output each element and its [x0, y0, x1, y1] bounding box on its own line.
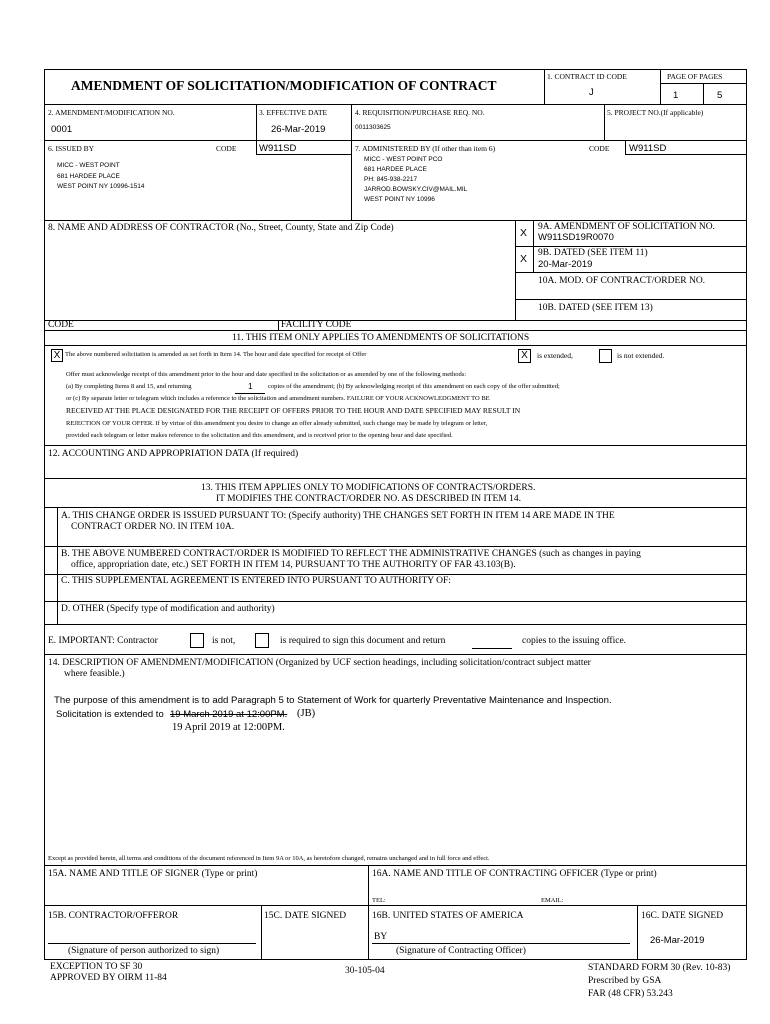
accounting-label: 12. ACCOUNTING AND APPROPRIATION DATA (If required): [48, 449, 299, 459]
check-11-amended[interactable]: X: [51, 349, 63, 362]
contractor-signature-label: (Signature of person authorized to sign): [68, 946, 220, 956]
issued-by-code-label: CODE: [216, 144, 237, 153]
copies-label: copies to the issuing office.: [522, 636, 627, 646]
form-title: AMENDMENT OF SOLICITATION/MODIFICATION OF CONTRACT: [71, 78, 497, 93]
check-is-required[interactable]: [255, 633, 269, 648]
item-11-para-2a: (a) By completing Items 8 and 15, and returning: [66, 383, 192, 390]
officer-signature-label: (Signature of Contracting Officer): [396, 946, 526, 956]
item-13b-line-1: B. THE ABOVE NUMBERED CONTRACT/ORDER IS MODIFIED TO REFLECT THE ADMINISTRATIVE CHANGES (such as changes in paying: [61, 549, 641, 559]
item-11-para-4: RECEIVED AT THE PLACE DESIGNATED FOR THE RECEIPT OF OFFERS PRIOR TO THE HOUR AND DATE SPECIFIED MAY RESULT IN: [66, 406, 521, 415]
not-extended-label: is not extended.: [617, 351, 665, 360]
code-label: CODE: [48, 320, 74, 330]
contractor-offeror-label: 15B. CONTRACTOR/OFFEROR: [48, 911, 179, 921]
footer-approved: APPROVED BY OIRM 11-84: [50, 973, 167, 983]
dated-9b-label: 9B. DATED (SEE ITEM 11): [538, 248, 648, 258]
footer-prescribed: Prescribed by GSA: [588, 976, 662, 986]
item-13-header-2: IT MODIFIES THE CONTRACT/ORDER NO. AS DESCRIBED IN ITEM 14.: [216, 494, 521, 504]
item-13d: D. OTHER (Specify type of modification and authority): [61, 604, 275, 614]
item-11-text: The above numbered solicitation is amended as set forth in Item 14. The hour and date specified for receipt of Offer: [65, 351, 367, 358]
issued-by-code[interactable]: W911SD: [259, 143, 297, 154]
footer-form-number: 30-105-04: [345, 966, 385, 976]
signer-name-label: 15A. NAME AND TITLE OF SIGNER (Type or print): [48, 869, 258, 879]
check-11-extended[interactable]: X: [518, 349, 531, 363]
effective-date-value[interactable]: 26-Mar-2019: [271, 124, 326, 135]
administered-by-address-1: MICC - WEST POINT PCO: [364, 156, 443, 163]
item-13-header-1: 13. THIS ITEM APPLIES ONLY TO MODIFICATIONS OF CONTRACTS/ORDERS.: [201, 483, 536, 493]
officer-date-label: 16C. DATE SIGNED: [641, 911, 724, 921]
page-total: 5: [717, 90, 723, 101]
facility-code-label: FACILITY CODE: [281, 320, 352, 330]
requisition-value[interactable]: 0011303625: [355, 124, 391, 131]
is-not-label: is not,: [212, 636, 236, 646]
is-required-label: is required to sign this document and return: [280, 636, 446, 646]
dated-9b-value[interactable]: 20-Mar-2019: [538, 259, 593, 270]
footer-far: FAR (48 CFR) 53.243: [588, 989, 673, 999]
important-label: E. IMPORTANT: Contractor: [48, 636, 158, 646]
amendment-solicitation-label: 9A. AMENDMENT OF SOLICITATION NO.: [538, 222, 715, 232]
administered-by-address-4: JARROD.BOWSKY.CIV@MAIL.MIL: [364, 186, 468, 193]
officer-date-value[interactable]: 26-Mar-2019: [650, 935, 705, 946]
footer-standard-form: STANDARD FORM 30 (Rev. 10-83): [588, 963, 731, 973]
administered-by-label: 7. ADMINISTERED BY (If other than item 6): [355, 144, 496, 153]
check-11-not-extended[interactable]: [599, 349, 612, 363]
description-text-2c: (JB): [297, 708, 316, 719]
description-text-2b: 19 March 2019 at 12:00PM.: [170, 709, 288, 720]
check-is-not[interactable]: [190, 633, 204, 648]
page-of-pages-label: PAGE OF PAGES: [667, 72, 723, 81]
item-13b-line-2: office, appropriation date, etc.) SET FORTH IN ITEM 14, PURSUANT TO THE AUTHORITY OF FAR 43.103(B).: [71, 560, 516, 570]
mod-contract-label: 10A. MOD. OF CONTRACT/ORDER NO.: [538, 276, 706, 286]
issued-by-address-2: 681 HARDEE PLACE: [57, 173, 120, 180]
item-11-copies[interactable]: 1: [248, 381, 253, 391]
amendment-no-label: 2. AMENDMENT/MODIFICATION NO.: [48, 108, 175, 117]
item-13a-line-1: A. THIS CHANGE ORDER IS ISSUED PURSUANT TO: (Specify authority) THE CHANGES SET FORTH IN ITEM 14 ARE MADE IN THE: [61, 511, 615, 521]
contract-id-label: 1. CONTRACT ID CODE: [547, 72, 627, 81]
item-13a-line-2: CONTRACT ORDER NO. IN ITEM 10A.: [71, 522, 235, 532]
description-label-1: 14. DESCRIPTION OF AMENDMENT/MODIFICATION (Organized by UCF section headings, including solicitation/contract subject matter: [48, 658, 591, 668]
item-11-para-1: Offer must acknowledge receipt of this amendment prior to the hour and date specified in the solicitation or as amended by one of the following methods:: [66, 371, 467, 378]
footer-exception: EXCEPTION TO SF 30: [50, 962, 143, 972]
description-text-3: 19 April 2019 at 12:00PM.: [172, 722, 285, 733]
check-9b[interactable]: X: [520, 253, 528, 265]
contractor-date-label: 15C. DATE SIGNED: [264, 911, 347, 921]
item-11-para-2b: copies of the amendment; (b) By acknowledging receipt of this amendment on each copy of the offer submitted;: [268, 383, 560, 390]
issued-by-address-1: MICC - WEST POINT: [57, 162, 120, 169]
united-states-label: 16B. UNITED STATES OF AMERICA: [372, 911, 524, 921]
administered-by-address-3: PH: 845-938-2217: [364, 176, 418, 183]
item-11-header: 11. THIS ITEM ONLY APPLIES TO AMENDMENTS OF SOLICITATIONS: [232, 333, 530, 343]
officer-name-label: 16A. NAME AND TITLE OF CONTRACTING OFFICER (Type or print): [372, 869, 657, 879]
administered-by-code[interactable]: W911SD: [629, 143, 667, 154]
issued-by-address-3: WEST POINT NY 10996-1514: [57, 183, 145, 190]
item-11-para-5: REJECTION OF YOUR OFFER. If by virtue of this amendment you desire to change an offer already submitted, such change may be made by telegram or letter,: [66, 420, 488, 427]
description-text-2a: Solicitation is extended to: [56, 709, 164, 720]
contractor-name-label: 8. NAME AND ADDRESS OF CONTRACTOR (No., Street, County, State and Zip Code): [48, 223, 394, 233]
page-number: 1: [673, 90, 679, 101]
project-no-label: 5. PROJECT NO.(If applicable): [607, 108, 704, 117]
requisition-label: 4. REQUISITION/PURCHASE REQ. NO.: [355, 108, 485, 117]
check-9a[interactable]: X: [520, 227, 528, 239]
item-11-para-6: provided each telegram or letter makes reference to the solicitation and this amendment, and is received prior to the opening hour and date specified.: [66, 432, 453, 439]
contract-id-value[interactable]: J: [589, 87, 594, 98]
amendment-solicitation-value[interactable]: W911SD19R0070: [538, 232, 614, 243]
item-13c: C. THIS SUPPLEMENTAL AGREEMENT IS ENTERED INTO PURSUANT TO AUTHORITY OF:: [61, 576, 451, 586]
administered-by-address-5: WEST POINT NY 10996: [364, 196, 435, 203]
effective-date-label: 3. EFFECTIVE DATE: [259, 108, 328, 117]
tel-label: TEL:: [372, 897, 386, 904]
description-text-1: The purpose of this amendment is to add Paragraph 5 to Statement of Work for quarterly Preventative Maintenance and Inspection.: [54, 695, 612, 706]
dated-10b-label: 10B. DATED (SEE ITEM 13): [538, 303, 653, 313]
by-label: BY: [374, 932, 388, 942]
description-label-2: where feasible.): [64, 669, 125, 679]
email-label: EMAIL:: [541, 897, 564, 904]
administered-by-address-2: 681 HARDEE PLACE: [364, 166, 427, 173]
amendment-no-value[interactable]: 0001: [51, 124, 73, 135]
administered-by-code-label: CODE: [589, 144, 610, 153]
issued-by-label: 6. ISSUED BY: [48, 144, 95, 153]
extended-label: is extended,: [537, 351, 573, 360]
item-11-para-3: or (c) By separate letter or telegram which includes a reference to the solicitation and amendment numbers. FAILURE OF YOUR ACKNOWLEDGMENT TO BE: [66, 395, 490, 402]
except-text: Except as provided herein, all terms and conditions of the document referenced in Item 9A or 10A, as heretofore changed, remains unchanged and in full force and effect.: [48, 855, 490, 862]
